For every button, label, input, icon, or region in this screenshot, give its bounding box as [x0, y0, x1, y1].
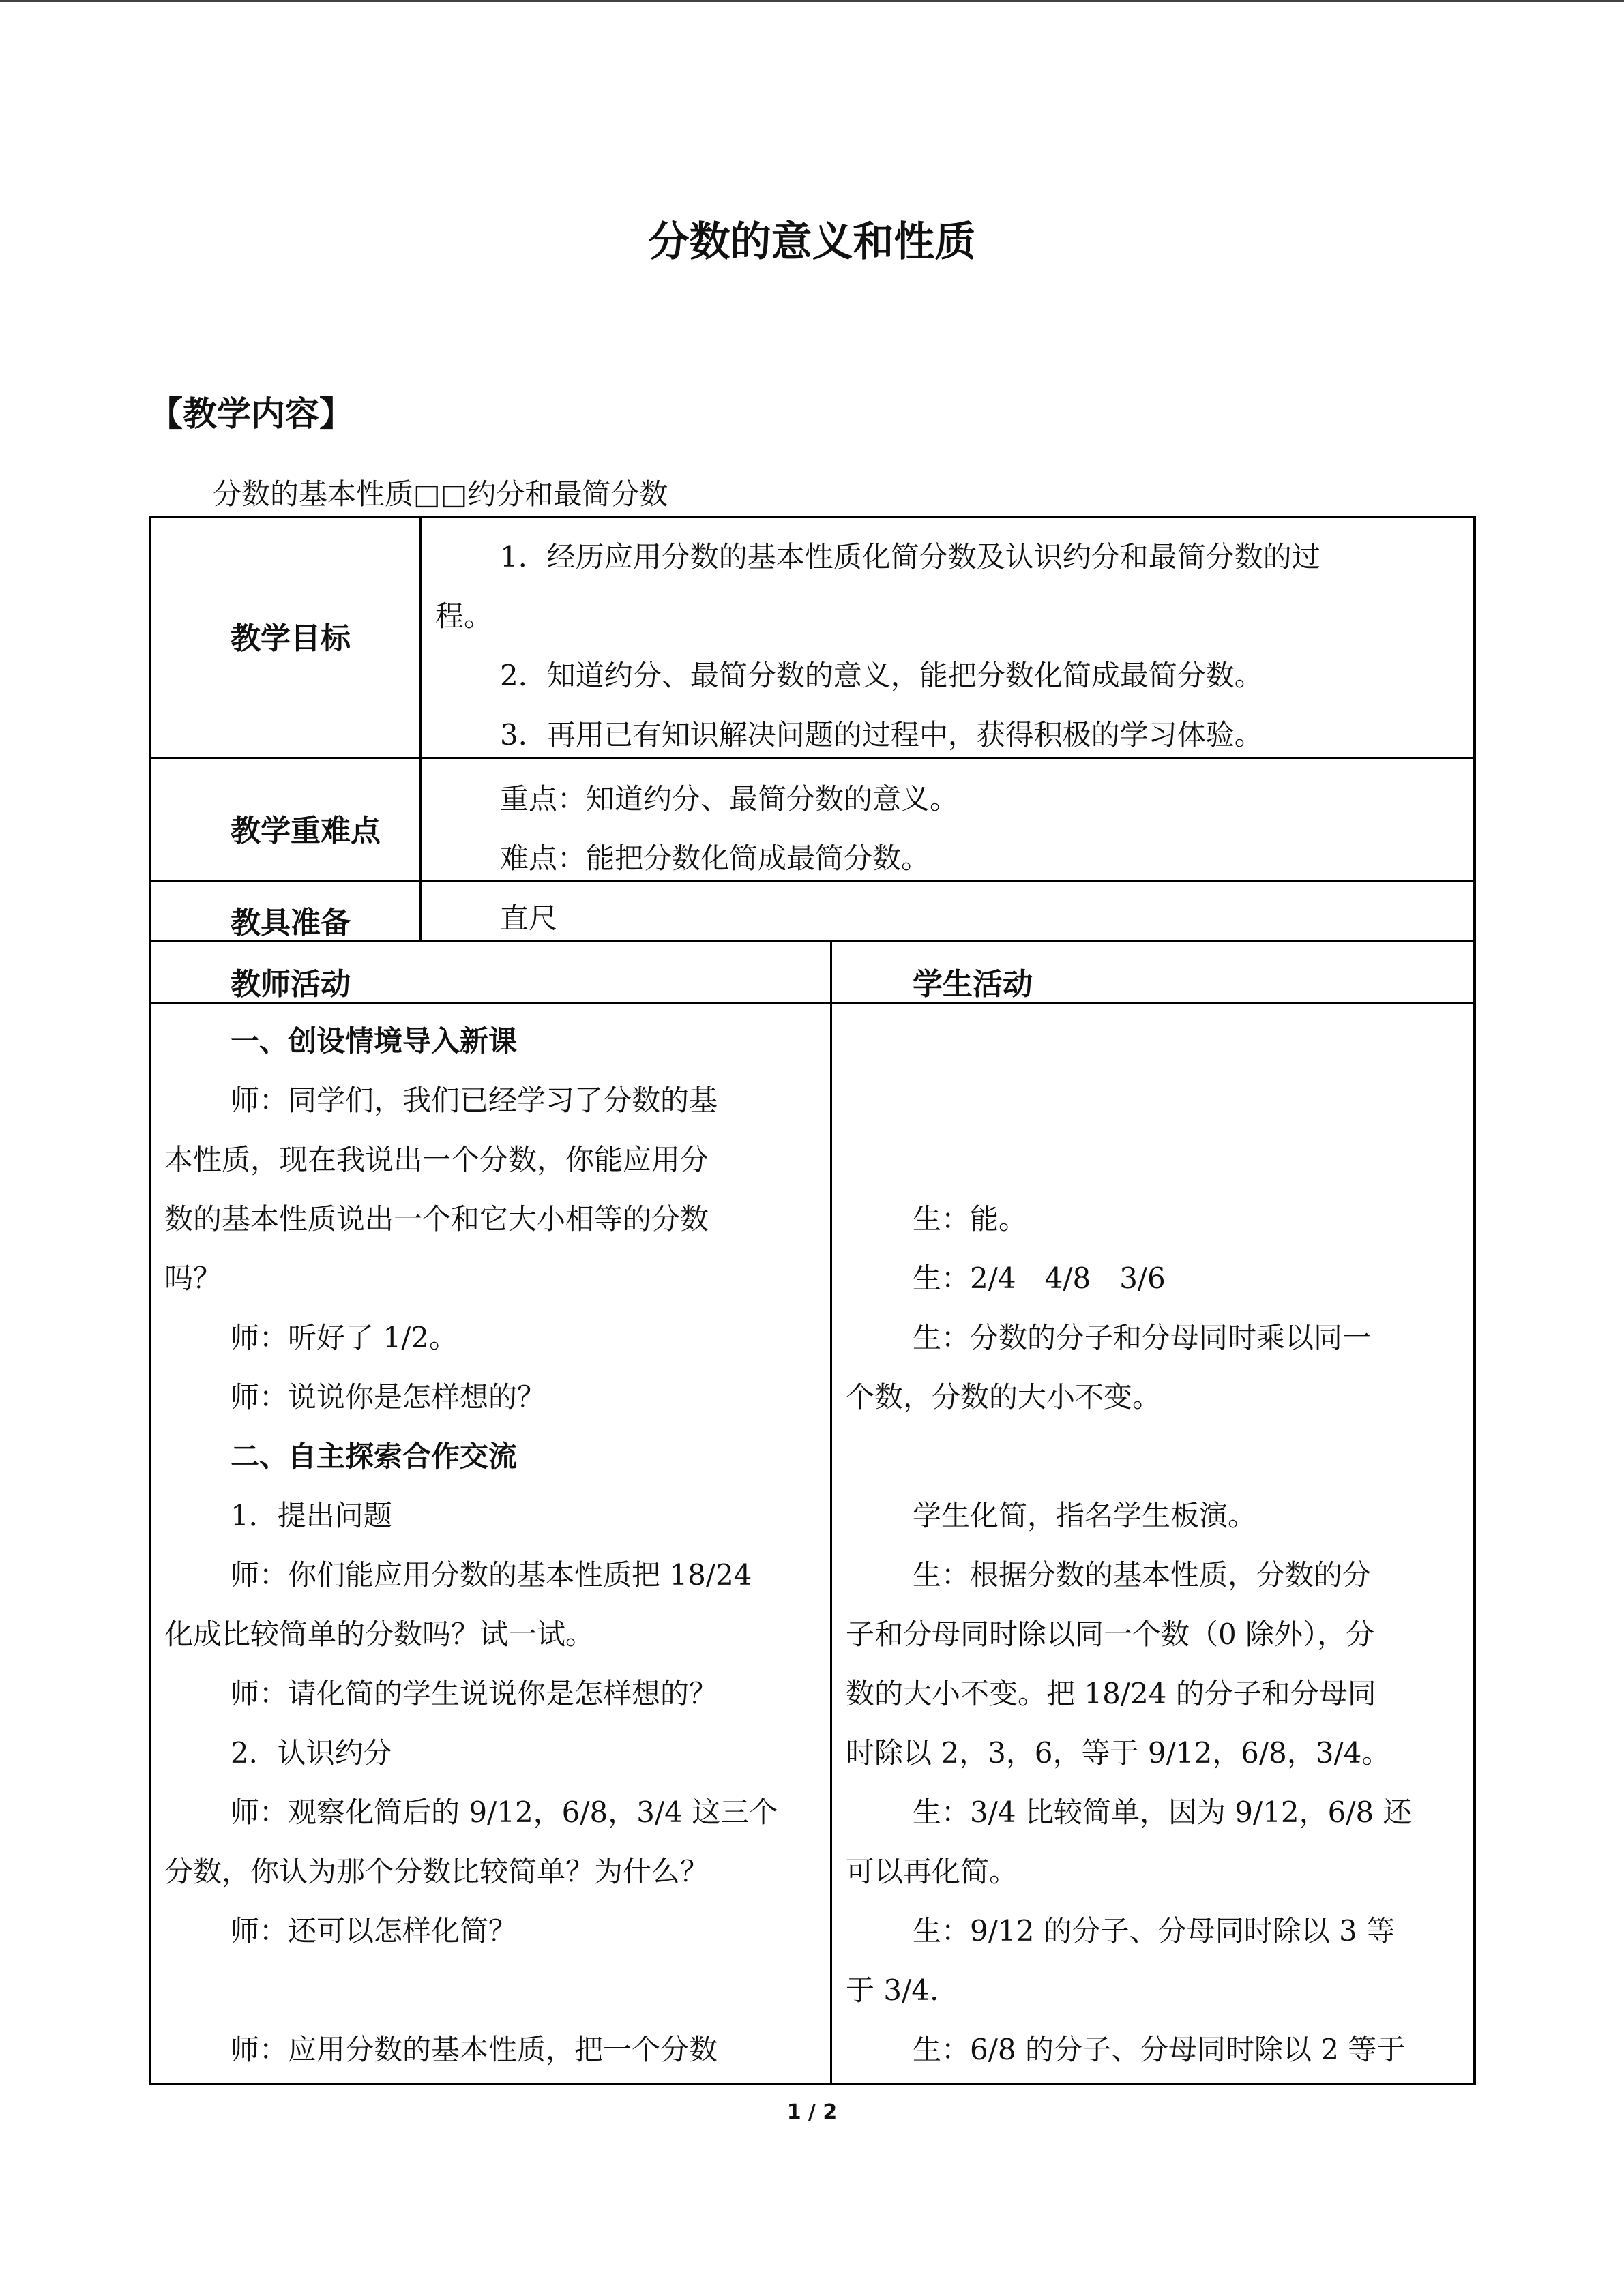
table-rule: [830, 940, 832, 2083]
student-line: 生：根据分数的基本性质，分数的分: [913, 1558, 1372, 1592]
student-line: 生：9/12 的分子、分母同时除以 3 等: [913, 1914, 1396, 1948]
table-rule: [149, 757, 1476, 759]
goal-line: 程。: [435, 599, 493, 633]
student-line: 生：2/4 4/8 3/6: [913, 1262, 1166, 1295]
teacher-line: 师：听好了 1/2。: [231, 1321, 458, 1354]
section-heading: 【教学内容】: [149, 394, 353, 434]
student-line: 生：3/4 比较简单，因为 9/12，6/8 还: [913, 1795, 1412, 1829]
table-rule: [1473, 516, 1476, 2085]
teacher-line: 1．提出问题: [231, 1499, 392, 1532]
student-line: 学生化简，指名学生板演。: [913, 1499, 1257, 1532]
goals-label: 教学目标: [231, 621, 351, 656]
table-rule: [149, 516, 151, 2085]
student-line: 个数，分数的大小不变。: [846, 1380, 1162, 1414]
teacher-line: 化成比较简单的分数吗？试一试。: [164, 1617, 595, 1651]
student-line: 生：能。: [913, 1202, 1028, 1236]
table-rule: [149, 2083, 1476, 2085]
lesson-table: [149, 516, 1476, 2085]
goal-line: 3．再用已有知识解决问题的过程中，获得积极的学习体验。: [500, 718, 1263, 751]
student-line: 数的大小不变。把 18/24 的分子和分母同: [846, 1677, 1376, 1710]
page-title: 分数的意义和性质: [648, 218, 976, 266]
top-border: [0, 0, 1624, 2]
student-line: 子和分母同时除以同一个数（0 除外），分: [846, 1617, 1375, 1651]
teacher-line: 师：请化简的学生说说你是怎样想的？: [231, 1677, 718, 1710]
teacher-section-heading: 二、自主探索合作交流: [231, 1440, 518, 1473]
student-line: 生：分数的分子和分母同时乘以同一: [913, 1321, 1372, 1354]
key-point-line: 难点：能把分数化简成最简分数。: [500, 841, 930, 875]
teacher-section-heading: 一、创设情境导入新课: [231, 1024, 518, 1058]
teacher-line: 师：还可以怎样化简？: [231, 1914, 518, 1948]
key-points-label: 教学重难点: [231, 814, 381, 848]
teacher-line: 师：你们能应用分数的基本性质把 18/24: [231, 1558, 752, 1592]
student-line: 于 3/4.: [846, 1973, 939, 2007]
teacher-line: 师：说说你是怎样想的？: [231, 1380, 546, 1414]
student-line: 时除以 2，3，6，等于 9/12，6/8，3/4。: [846, 1736, 1391, 1770]
student-line: 生：6/8 的分子、分母同时除以 2 等于: [913, 2033, 1406, 2066]
table-rule: [419, 516, 422, 942]
teacher-line: 本性质，现在我说出一个分数，你能应用分: [164, 1143, 709, 1176]
tools-label: 教具准备: [231, 906, 351, 940]
key-point-line: 重点：知道约分、最简分数的意义。: [500, 782, 959, 816]
table-rule: [149, 880, 1476, 882]
teacher-line: 师：应用分数的基本性质，把一个分数: [231, 2033, 718, 2066]
student-activity-header: 学生活动: [913, 967, 1033, 1002]
teacher-line: 分数，你认为那个分数比较简单？为什么？: [164, 1855, 709, 1888]
student-line: 可以再化简。: [846, 1855, 1018, 1888]
teacher-activity-header: 教师活动: [231, 967, 351, 1002]
goal-line: 2．知道约分、最简分数的意义，能把分数化简成最简分数。: [500, 659, 1263, 692]
tools-value: 直尺: [500, 901, 558, 935]
teacher-line: 吗？: [164, 1262, 222, 1295]
page-number: 1 / 2: [786, 2100, 838, 2124]
teacher-line: 师：观察化简后的 9/12，6/8，3/4 这三个: [231, 1795, 778, 1829]
teacher-line: 2．认识约分: [231, 1736, 392, 1770]
intro-text: 分数的基本性质□□约分和最简分数: [213, 477, 668, 511]
table-rule: [149, 516, 1476, 518]
goal-line: 1．经历应用分数的基本性质化简分数及认识约分和最简分数的过: [500, 540, 1320, 573]
teacher-line: 师：同学们，我们已经学习了分数的基: [231, 1084, 718, 1117]
teacher-line: 数的基本性质说出一个和它大小相等的分数: [164, 1202, 709, 1236]
